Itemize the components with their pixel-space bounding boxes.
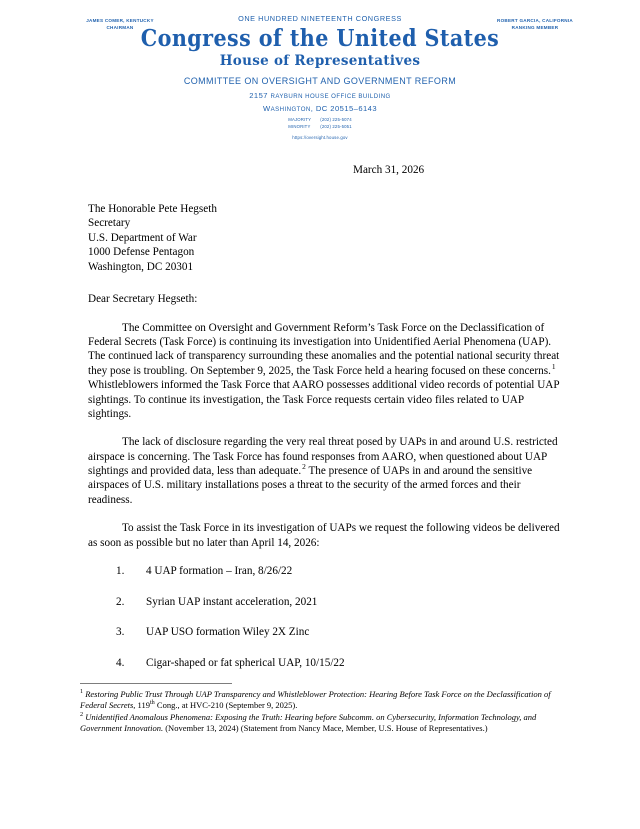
website-url[interactable]: https://oversight.house.gov xyxy=(292,134,348,140)
footnote-1-ordinal: th xyxy=(149,699,155,707)
addressee-line: U.S. Department of War xyxy=(88,231,197,244)
committee-name: COMMITTEE ON OVERSIGHT AND GOVERNMENT REFORM xyxy=(183,76,457,87)
footnote-2-number: 2 xyxy=(80,711,84,719)
paragraph-2-text-b: The presence of UAPs in and around the sensitive airspaces of U.S. military installations poses a threat to the security of the armed forces and their readiness. xyxy=(88,465,533,506)
chairman-name: JAMES COMER, KENTUCKY xyxy=(86,18,154,23)
city-state-zip xyxy=(0,104,640,113)
letterhead xyxy=(0,0,640,140)
footnote-1-number: 1 xyxy=(80,688,84,696)
majority-phone-row xyxy=(0,117,640,124)
phone-block xyxy=(0,117,640,130)
footnote-ref-2[interactable]: 2 xyxy=(302,462,306,472)
majority-label: MAJORITY xyxy=(288,117,312,123)
ranking-member-role: RANKING MEMBER xyxy=(511,25,559,31)
footnote-1-title: Restoring Public Trust Through UAP Transparency and Whistleblower Protection: Hearing Before Task Force on the Declassification of Federal Secrets xyxy=(80,689,551,711)
footnote-section xyxy=(80,683,568,735)
footnote-2 xyxy=(80,712,568,734)
chairman-block xyxy=(45,17,195,31)
city-initial: W xyxy=(262,104,271,114)
footnote-1 xyxy=(80,689,568,711)
body-paragraph-2 xyxy=(88,435,560,507)
minority-phone: (202) 225-5051 xyxy=(320,123,352,129)
video-request-list xyxy=(88,564,560,670)
list-item: Syrian UAP instant acceleration, 2021 xyxy=(146,595,318,608)
addressee-block xyxy=(88,202,560,274)
list-item: Cigar-shaped or fat spherical UAP, 10/15/22 xyxy=(146,656,345,669)
addressee-line: Washington, DC 20301 xyxy=(88,260,194,273)
footnote-1-cite-b: Cong., at HVC-210 (September 9, 2025). xyxy=(154,700,298,711)
body-paragraph-3: To assist the Task Force in its investigation of UAPs we request the following videos be delivered as soon as possible but no later than April 14, 2026: xyxy=(88,522,560,549)
addressee-line: The Honorable Pete Hegseth xyxy=(88,202,217,215)
paragraph-2-text-a: The lack of disclosure regarding the very real threat posed by UAPs in and around U.S. restricted airspace is concerning. The Task Force has found responses from AARO, when questioned about UAP sightings and provided data, less than adequate. xyxy=(88,436,558,478)
footnote-separator-rule xyxy=(80,683,232,684)
addressee-line: 1000 Defense Pentagon xyxy=(88,246,195,259)
addressee-line: Secretary xyxy=(88,217,131,230)
footnote-ref-1[interactable]: 1 xyxy=(551,361,556,371)
chairman-role: CHAIRMAN xyxy=(106,25,134,31)
list-item: 4 UAP formation – Iran, 8/26/22 xyxy=(146,565,293,578)
minority-phone-row xyxy=(0,124,640,131)
list-item: UAP USO formation Wiley 2X Zinc xyxy=(146,626,310,639)
salutation: Dear Secretary Hegseth: xyxy=(88,293,198,306)
footnote-2-title: Unidentified Anomalous Phenomena: Exposing the Truth: Hearing before Subcomm. on Cybersecurity, Information Technology, and Government Innovation. xyxy=(80,711,537,734)
ranking-member-name: ROBERT GARCIA, CALIFORNIA xyxy=(497,18,573,23)
minority-label: MINORITY xyxy=(288,123,311,129)
footnote-2-cite-a: (November 13, 2024) (Statement from Nancy Mace, Member, U.S. House of Representatives.) xyxy=(163,723,488,734)
congress-title: Congress of the United States xyxy=(140,25,500,52)
letter-body xyxy=(80,163,560,671)
zip-code: , DC 20515–6143 xyxy=(310,104,378,114)
congress-number-line: ONE HUNDRED NINETEENTH CONGRESS xyxy=(238,14,402,23)
paragraph-1-text-a: The Committee on Oversight and Government Reform’s Task Force on the Declassification of Federal Secrets (Task Force) is continuing its investigation into Unidentified Aerial Phenomena (UAP). The continued lack of transparency surrounding these anomalies and the potential national security threat they pose is troubling. On September 9, 2025, the Task Force held a hearing focused on these concerns. xyxy=(88,321,560,377)
paragraph-1-text-b: Whistleblowers informed the Task Force that AARO possesses additional video records of potential UAP sightings. To continue its investigation, the Task Force requests certain video files related to UAP sightings. xyxy=(88,379,560,420)
majority-phone: (202) 225-5074 xyxy=(320,117,352,123)
ranking-member-block xyxy=(460,17,610,31)
letter-date: March 31, 2026 xyxy=(353,163,425,176)
body-paragraph-1 xyxy=(88,321,560,422)
building-number: 2157 xyxy=(249,91,271,101)
chamber-subtitle: House of Representatives xyxy=(219,52,421,69)
building-name: RAYBURN HOUSE OFFICE BUILDING xyxy=(270,93,391,101)
city-name: ASHINGTON xyxy=(270,106,311,114)
footnote-1-cite-a: , 119 xyxy=(133,700,150,711)
building-address xyxy=(0,91,640,100)
